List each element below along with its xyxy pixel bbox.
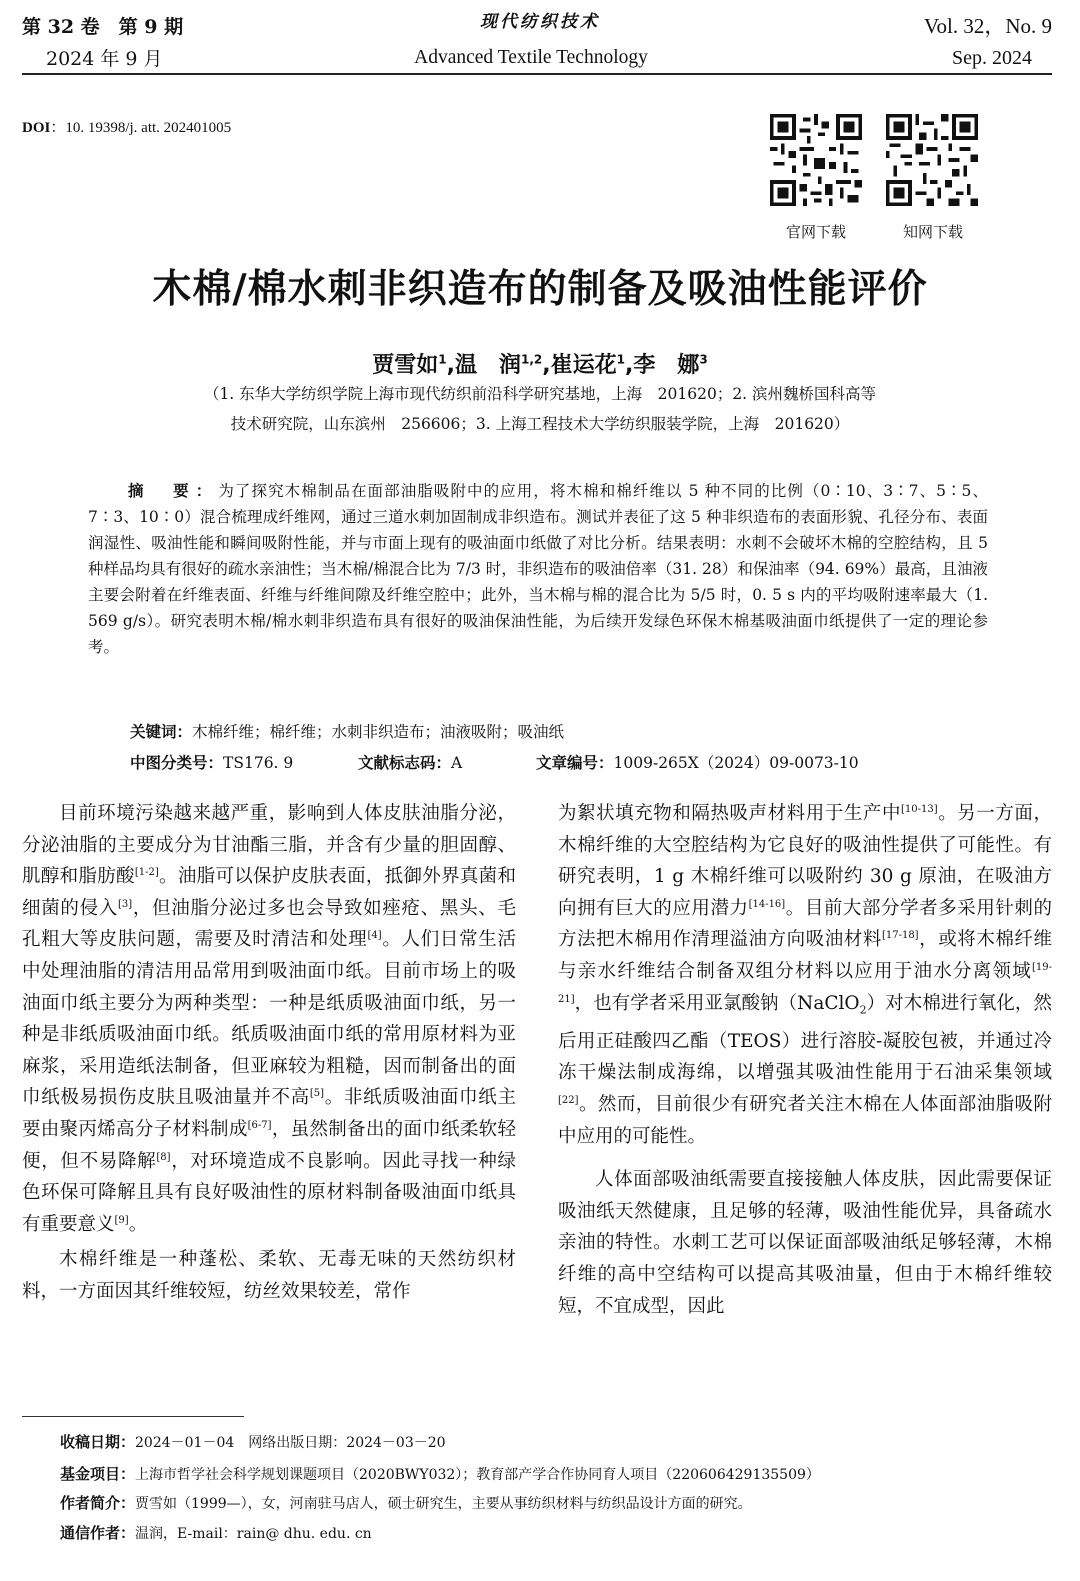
article-label: 文章编号：: [536, 754, 614, 772]
footnote-rule: [22, 1416, 244, 1417]
author-name: 李 娜: [633, 353, 700, 378]
article-number: [536, 751, 859, 773]
body-text: ，或将木棉纤维与亲水纤维结合制备双组分材料以应用于油水分离领域: [558, 929, 1052, 982]
citation[interactable]: [6-7]: [247, 1119, 272, 1131]
abstract-label: 摘 要：: [128, 482, 219, 500]
qr-caption-official: 官网下载: [785, 223, 846, 241]
footnote-correspondence: [60, 1522, 372, 1543]
body-paragraph: 木棉纤维是一种蓬松、柔软、无毒无味的天然纺织材料，一方面因其纤维较短，纺丝效果较差，常作: [22, 1249, 516, 1302]
doc-value: A: [451, 754, 463, 772]
keywords-label: 关键词：: [130, 723, 193, 741]
body-text: 。然而，目前很少有研究者关注木棉在人体面部油脂吸附中应用的可能性。: [558, 1094, 1052, 1147]
correspondence-email[interactable]: 温润，E-mail：rain@ dhu. edu. cn: [135, 1526, 372, 1542]
body-paragraph: [22, 798, 516, 1240]
online-date: 2024－03－20: [346, 1435, 446, 1451]
clc-label: 中图分类号：: [130, 754, 224, 772]
body-text: 。油脂可以保护皮肤表面，抵御外界真菌和细菌的侵入: [22, 866, 516, 919]
author-affil-sup: 3: [699, 352, 708, 367]
body-text: 。另一方面，木棉纤维的大空腔结构为它良好的吸油性提供了可能性。有研究表明，1 g 木棉纤维可以吸附约 30 g 原油，在吸油方向拥有巨大的应用潜力: [558, 803, 1052, 919]
qr-caption-cnki: 知网下载: [902, 223, 963, 241]
body-text: 为絮状填充物和隔热吸声材料用于生产中: [558, 803, 901, 824]
journal-cn: 现代纺织技术: [480, 12, 600, 32]
keywords: [130, 720, 564, 742]
journal-en: Advanced Textile Technology: [414, 47, 648, 68]
footnote-fund: [60, 1463, 820, 1484]
body-text: 。人们日常生活中处理油脂的清洁用品常用到吸油面巾纸。目前市场上的吸油面巾纸主要分为两种类型：一种是纸质吸油面巾纸，另一种是非纸质吸油面巾纸。纸质吸油面巾纸的常用原材料为亚麻浆，采用造纸法制备，但亚麻较为粗糙，因而制备出的面巾纸极易损伤皮肤且吸油量并不高: [22, 929, 516, 1109]
qr-code-cnki-icon[interactable]: [886, 114, 978, 206]
body-text: 。目前大部分学者多采用针刺的方法把木棉用作清理溢油方向吸油材料: [558, 897, 1052, 951]
online-label: 网络出版日期：: [248, 1435, 347, 1451]
correspondence-label: 通信作者：: [60, 1524, 136, 1542]
body-paragraph: [558, 798, 1052, 1152]
clc-number: [130, 751, 293, 773]
author-list: 贾雪如$^1$,温 润$^{1,2}$,崔运花$^1$,李 娜$^3$: [372, 352, 708, 378]
body-text: 。非纸质吸油面巾纸主要由聚丙烯高分子材料制成: [22, 1087, 516, 1140]
doi: [22, 116, 231, 137]
received-date: 2024－01－04: [135, 1435, 235, 1451]
body-text: ，但油脂分泌过多也会导致如痤疮、黑头、毛孔粗大等皮肤问题，需要及时清洁和处理: [22, 897, 516, 951]
body-paragraph: 人体面部吸油纸需要直接接触人体皮肤，因此需要保证吸油纸天然健康，且足够的轻薄，吸油性能优异，具备疏水亲油的特性。水刺工艺可以保证面部吸油纸足够轻薄，木棉纤维的高中空结构可以提高其吸油量，但由于木棉纤维较短，不宜成型，因此: [558, 1169, 1052, 1317]
author-affil-sup: 1: [616, 352, 625, 367]
citation[interactable]: [10-13]: [901, 803, 938, 815]
keywords-text: 木棉纤维；棉纤维；水刺非织造布；油液吸附；吸油纸: [192, 723, 565, 741]
citation[interactable]: [17-18]: [881, 930, 919, 942]
received-label: 收稿日期：: [60, 1433, 136, 1451]
fund-label: 基金项目：: [60, 1465, 136, 1483]
doi-value[interactable]: ：10. 19398/j. att. 202401005: [50, 120, 232, 136]
abstract: [88, 478, 988, 660]
footnote-author-bio: [60, 1492, 752, 1513]
affiliation-line: 技术研究院，山东滨州 256606；3. 上海工程技术大学纺织服装学院，上海 201620）: [230, 415, 850, 433]
body-column-right: [558, 798, 1052, 1322]
subscript: 2: [859, 1003, 867, 1017]
citation[interactable]: [5]: [309, 1088, 325, 1100]
body-text: ，虽然制备出的面巾纸柔软轻便，但不易降解: [22, 1118, 516, 1172]
date-cn: 2024 年 9 月: [46, 48, 163, 70]
body-text: 目前环境污染越来越严重，影响到人体皮肤油脂分泌，分泌油脂的主要成分为甘油酯三脂，并含有少量的胆固醇、肌醇和脂肪酸: [22, 803, 516, 888]
clc-value: TS176. 9: [223, 754, 294, 772]
doi-label: DOI: [22, 120, 51, 136]
author-name: 崔运花: [550, 353, 617, 378]
abstract-text: 为了探究木棉制品在面部油脂吸附中的应用，将木棉和棉纤维以 5 种不同的比例（0∶10、3∶7、5∶5、7∶3、10∶0）混合梳理成纤维网，通过三道水刺加固制成非织造布。测试并表征了这 5 种非织造布的表面形貌、孔径分布、表面润湿性、吸油性能和瞬间吸附性能，并与市面上现有的吸油面巾纸做了对比分析。结果表明：水刺不会破坏木棉的空腔结构，且 5 种样品均具有很好的疏水亲油性；当木棉/棉混合比为 7/3 时，非织造布的吸油倍率（31. 28）和保油率（94. 69%）最高，且油液主要会附着在纤维表面、纤维与纤维间隙及纤维空腔中；此外，当木棉与棉的混合比为 5/5 时，0. 5 s 内的平均吸附速率最大（1. 569 g/s）。研究表明木棉/棉水刺非织造布具有很好的吸油保油性能，为后续开发绿色环保木棉基吸油面巾纸提供了一定的理论参考。: [88, 482, 988, 656]
citation[interactable]: [4]: [367, 930, 382, 942]
body-text: 。: [128, 1213, 148, 1235]
body-text: ）对木棉进行氧化，然后用正硅酸四乙酯（TEOS）进行溶胶-凝胶包被，并通过冷冻干燥法制成海绵，以增强其吸油性能用于石油采集领域: [558, 992, 1052, 1084]
author-name: 温 润: [454, 353, 521, 378]
author-bio-label: 作者简介：: [60, 1494, 136, 1512]
volume-issue: 第 32 卷 第 9 期: [22, 16, 184, 38]
header-rule: [22, 73, 1052, 75]
citation[interactable]: [1-2]: [134, 867, 159, 879]
body-column-left: [22, 798, 516, 1308]
fund-text: 上海市哲学社会科学规划课题项目（2020BWY032）；教育部产学合作协同育人项目（220606429135509）: [135, 1467, 820, 1483]
body-text: ，也有学者采用亚氯酸钠（NaClO: [574, 992, 860, 1014]
qr-code-official-icon[interactable]: [770, 114, 862, 206]
author-name: 贾雪如: [372, 353, 439, 378]
citation[interactable]: [9]: [114, 1214, 129, 1226]
citation[interactable]: [14-16]: [748, 898, 786, 910]
citation[interactable]: [3]: [117, 898, 133, 910]
vol-en: Vol. 32，No. 9: [924, 14, 1052, 38]
paper-title: 木棉/棉水刺非织造布的制备及吸油性能评价: [152, 267, 928, 312]
author-affil-sup: 1: [438, 352, 447, 367]
affiliation-line: （1. 东华大学纺织学院上海市现代纺织前沿科学研究基地，上海 201620；2. 滨州魏桥国科高等: [203, 385, 877, 403]
footnote-dates: [60, 1431, 446, 1452]
citation[interactable]: [8]: [156, 1151, 171, 1163]
doc-label: 文献标志码：: [358, 754, 452, 772]
citation[interactable]: [22]: [558, 1094, 579, 1106]
citation[interactable]: [19-21]: [558, 961, 1052, 1005]
author-bio-text: 贾雪如（1999—），女，河南驻马店人，硕士研究生，主要从事纺织材料与纺织品设计方面的研究。: [135, 1496, 752, 1512]
date-en: Sep. 2024: [952, 47, 1032, 69]
body-text: ，对环境造成不良影响。因此寻找一种绿色环保可降解且具有良好吸油性的原材料制备吸油面巾纸具有重要意义: [22, 1150, 516, 1235]
article-value: 1009-265X（2024）09-0073-10: [613, 754, 859, 772]
doc-code: [358, 751, 462, 773]
author-affil-sup: 1,2: [521, 352, 543, 367]
